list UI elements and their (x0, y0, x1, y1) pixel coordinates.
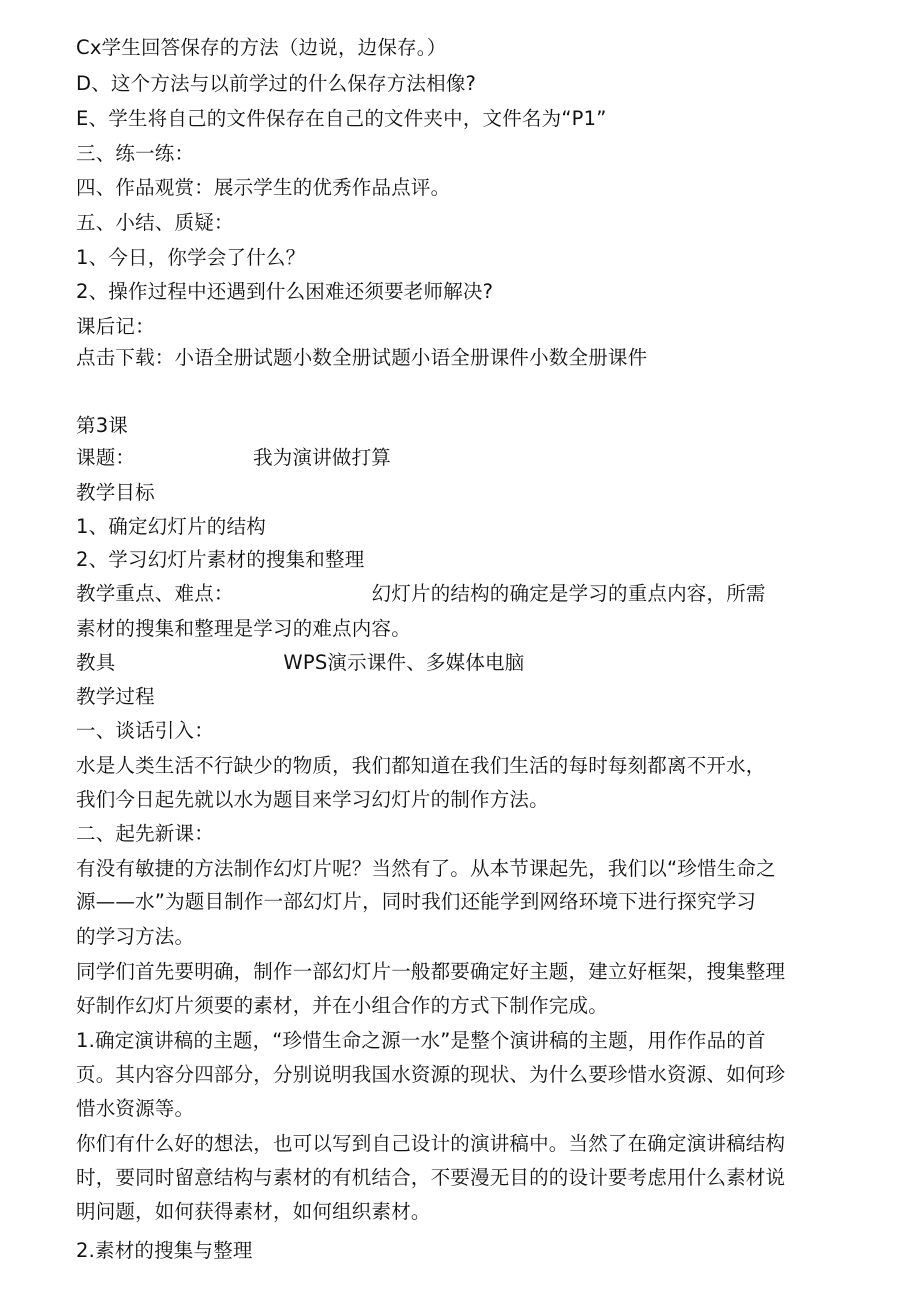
text-line: 源——水”为题目制作一部幻灯片，同时我们还能学到网络环境下进行探究学习 (76, 890, 757, 913)
lesson-title-label: 课题： (76, 446, 136, 469)
key-points-text: 幻灯片的结构的确定是学习的重点内容，所需 (371, 582, 766, 605)
section-heading: 三、练一练： (76, 142, 195, 165)
download-links[interactable]: 点击下载：小语全册试题小数全册试题小语全册课件小数全册课件 (76, 346, 648, 369)
lesson-number: 第3课 (76, 414, 129, 437)
text-line: 水是人类生活不行缺少的物质，我们都知道在我们生活的每时每刻都离不开水， (76, 754, 766, 777)
text-line: 好制作幻灯片须要的素材，并在小组合作的方式下制作完成。 (76, 994, 608, 1017)
section-heading: 教学过程 (76, 685, 155, 708)
text-line: 时，要同时留意结构与素材的有机结合，不要漫无目的的设计要考虑用什么素材说 (76, 1166, 786, 1189)
key-points-row (76, 582, 766, 606)
text-line: 2、学习幻灯片素材的搜集和整理 (76, 548, 365, 571)
text-line: 1、确定幻灯片的结构 (76, 515, 266, 538)
lesson-title-row (76, 446, 391, 470)
text-line: 1.确定演讲稿的主题，“珍惜生命之源一水”是整个演讲稿的主题，用作作品的首 (76, 1029, 766, 1052)
text-line: 有没有敏捷的方法制作幻灯片呢？当然有了。从本节课起先，我们以“珍惜生命之 (76, 857, 776, 880)
text-line: 1、今日，你学会了什么？ (76, 246, 306, 269)
text-line: Cx学生回答保存的方法（边说，边保存。） (76, 36, 447, 59)
section-heading: 四、作品观赏：展示学生的优秀作品点评。 (76, 176, 451, 199)
text-line: 2、操作过程中还遇到什么困难还须要老师解决? (76, 280, 494, 303)
text-line: 惜水资源等。 (76, 1097, 195, 1120)
text-line: 课后记： (76, 315, 155, 338)
text-line: 页。其内容分四部分，分别说明我国水资源的现状、为什么要珍惜水资源、如何珍 (76, 1063, 786, 1086)
teaching-aids-label: 教具 (76, 651, 116, 674)
text-line: 素材的搜集和整理是学习的难点内容。 (76, 617, 411, 640)
text-line: 我们今日起先就以水为题目来学习幻灯片的制作方法。 (76, 788, 549, 811)
lesson-title: 我为演讲做打算 (253, 446, 392, 469)
text-line: 2.素材的搜集与整理 (76, 1239, 253, 1262)
text-line: E、学生将自己的文件保存在自己的文件夹中，文件名为“P1” (76, 107, 607, 130)
text-line: 你们有什么好的想法，也可以写到自己设计的演讲稿中。当然了在确定演讲稿结构 (76, 1132, 786, 1155)
teaching-aids-text: WPS演示课件、多媒体电脑 (283, 651, 525, 674)
section-heading: 教学目标 (76, 481, 155, 504)
text-line: D、这个方法与以前学过的什么保存方法相像? (76, 72, 477, 95)
section-heading: 二、起先新课： (76, 822, 214, 845)
text-line: 同学们首先要明确，制作一部幻灯片一般都要确定好主题，建立好框架，搜集整理 (76, 960, 786, 983)
section-heading: 五、小结、质疑： (76, 211, 234, 234)
text-line: 明问题，如何获得素材，如何组织素材。 (76, 1200, 431, 1223)
key-points-label: 教学重点、难点： (76, 582, 234, 605)
text-line: 的学习方法。 (76, 925, 195, 948)
teaching-aids-row (76, 651, 524, 675)
section-heading: 一、谈话引入： (76, 719, 214, 742)
